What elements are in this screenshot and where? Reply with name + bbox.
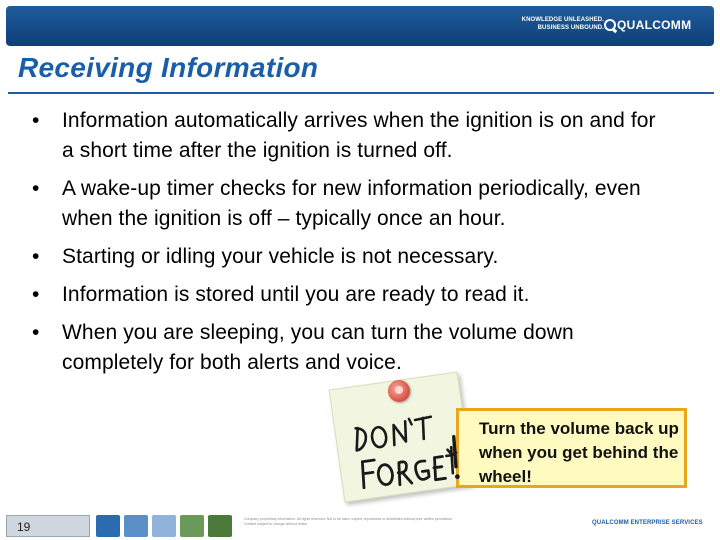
bullet-item bbox=[30, 174, 670, 234]
bullet-item bbox=[30, 280, 670, 310]
tagline-line-2: BUSINESS UNBOUND. bbox=[537, 25, 604, 31]
title-divider bbox=[8, 92, 714, 94]
bullet-dot-icon: • bbox=[32, 321, 40, 344]
dont-forget-note-art bbox=[342, 390, 462, 494]
color-swatch bbox=[96, 515, 120, 537]
slide-title: Receiving Information bbox=[18, 52, 319, 83]
brand-q-icon bbox=[604, 19, 616, 31]
color-swatch bbox=[152, 515, 176, 537]
bullet-dot-icon: • bbox=[32, 109, 40, 132]
bullet-dot-icon: • bbox=[32, 245, 40, 268]
bullet-list bbox=[30, 106, 670, 386]
color-swatch bbox=[208, 515, 232, 537]
reminder-box bbox=[456, 408, 687, 488]
legal-line-1: Company proprietary information. All rights reserved. Not to be used, copied, reproduced or distributed without prior written permission. bbox=[244, 517, 453, 521]
brand-name: QUALCOMM bbox=[617, 18, 692, 32]
bullet-dot-icon: • bbox=[32, 283, 40, 306]
bullet-text: Information automatically arrives when the ignition is on and for a short time after the ignition is turned off. bbox=[62, 109, 656, 162]
bullet-text: A wake-up timer checks for new information periodically, even when the ignition is off – typically once an hour. bbox=[62, 177, 641, 230]
brand-logo bbox=[604, 15, 691, 35]
bullet-text: Starting or idling your vehicle is not necessary. bbox=[62, 245, 499, 268]
color-swatch bbox=[180, 515, 204, 537]
legal-notice bbox=[244, 517, 584, 527]
bullet-text: When you are sleeping, you can turn the volume down completely for both alerts and voice. bbox=[62, 321, 574, 374]
footer bbox=[0, 512, 720, 540]
reminder-callout bbox=[332, 368, 696, 500]
header-tagline bbox=[514, 16, 604, 32]
color-swatch bbox=[124, 515, 148, 537]
reminder-text: Turn the volume back up when you get behind the wheel! bbox=[479, 419, 679, 486]
page-number-box bbox=[6, 515, 90, 537]
bullet-item bbox=[30, 106, 670, 166]
push-pin-icon bbox=[388, 380, 410, 402]
tagline-line-1: KNOWLEDGE UNLEASHED. bbox=[521, 17, 604, 23]
footer-brand: QUALCOMM ENTERPRISE SERVICES bbox=[592, 520, 703, 526]
bullet-dot-icon: • bbox=[32, 177, 40, 200]
legal-line-2: Content subject to change without notice. bbox=[244, 522, 309, 526]
page-number: 19 bbox=[17, 520, 31, 534]
bullet-text: Information is stored until you are ready to read it. bbox=[62, 283, 530, 306]
bullet-item bbox=[30, 242, 670, 272]
